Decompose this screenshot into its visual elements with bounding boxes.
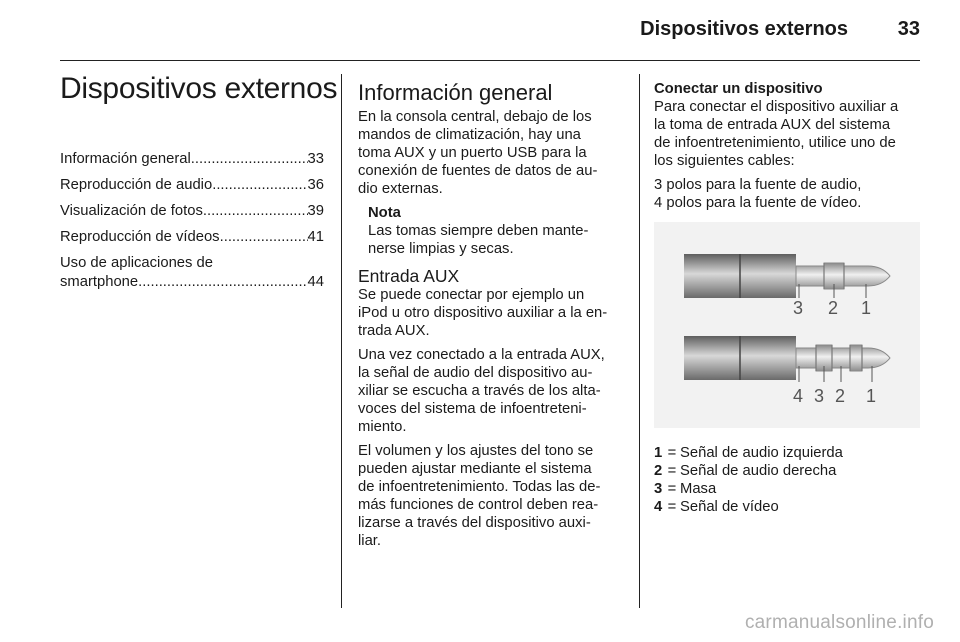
toc-page: 33 [307,151,324,167]
toc-leader [203,202,308,221]
toc-label: Visualización de fotos [60,203,203,219]
aux-paragraph-2: Una vez conectado a la entrada AUX, la señal de audio del dispositivo au- xiliar se escucha a través de los alta- voces del sistema de infoentreteni- miento. [358,347,605,435]
connect-paragraph-2: 3 polos para la fuente de audio, 4 polos para la fuente de vídeo. [654,177,862,211]
diagram-legend [654,444,843,516]
plug-3-pole [684,254,890,318]
diagram-label: 2 [835,386,846,406]
heading-connect-device: Conectar un dispositivo [654,81,823,97]
legend-item: 4 = Señal de vídeo [654,499,779,515]
toc-page: 36 [307,177,324,193]
heading-aux-input: Entrada AUX [358,266,460,286]
toc-item-general[interactable] [60,150,324,169]
aux-paragraph-3: El volumen y los ajustes del tono se pueden ajustar mediante el sistema de infoentretenimiento. Todas las de- más funciones de control deben rea- lizarse a través del dispositivo auxi- liar. [358,443,601,549]
diagram-label: 3 [814,386,825,406]
diagram-label: 3 [793,298,804,318]
diagram-label: 1 [866,386,877,406]
column-general-info [358,80,628,556]
toc-label: smartphone [60,274,139,290]
jack-plug-illustration [654,222,920,428]
toc-leader [212,176,307,195]
toc-item-smartphone[interactable] [60,254,324,292]
toc-label: Información general [60,151,191,167]
toc-page: 41 [307,229,324,245]
plug-4-pole [684,336,890,406]
column-divider-2 [639,74,640,608]
toc-label: Uso de aplicaciones de [60,255,213,271]
aux-paragraph-1: Se puede conectar por ejemplo un iPod u otro dispositivo auxiliar a la en- trada AUX. [358,287,608,339]
toc-page: 39 [307,203,324,219]
note-title: Nota [368,205,401,221]
toc-leader [138,273,307,292]
heading-general-info: Información general [358,80,553,105]
toc-page: 44 [307,274,324,290]
connect-paragraph-1: Para conectar el dispositivo auxiliar a la toma de entrada AUX del sistema de infoentretenimiento, utilice uno de los siguientes cables: [654,99,899,169]
section-title: Dispositivos externos [60,72,338,105]
diagram-label: 4 [793,386,804,406]
general-paragraph: En la consola central, debajo de los mandos de climatización, hay una toma AUX y un puerto USB para la conexión de fuentes de datos de au- dio externas. [358,109,598,197]
toc-item-videos[interactable] [60,228,324,247]
running-header-title: Dispositivos externos [640,18,848,40]
header-rule [60,60,920,61]
page-number: 33 [897,18,920,40]
table-of-contents [60,150,324,299]
note-box [368,204,628,258]
note-text: Las tomas siempre deben mante- nerse limpias y secas. [368,223,589,257]
diagram-label: 2 [828,298,839,318]
column-connect-device [654,80,922,218]
toc-label: Reproducción de audio [60,177,213,193]
legend-item: 1 = Señal de audio izquierda [654,445,843,461]
toc-leader [191,150,308,169]
toc-label: Reproducción de vídeos [60,229,220,245]
toc-leader [220,228,308,247]
legend-item: 3 = Masa [654,481,717,497]
diagram-label: 1 [861,298,872,318]
legend-item: 2 = Señal de audio derecha [654,463,837,479]
toc-item-audio[interactable] [60,176,324,195]
watermark: carmanualsonline.info [744,612,934,633]
jack-plug-diagram [654,222,920,428]
column-divider-1 [341,74,342,608]
toc-item-photos[interactable] [60,202,324,221]
